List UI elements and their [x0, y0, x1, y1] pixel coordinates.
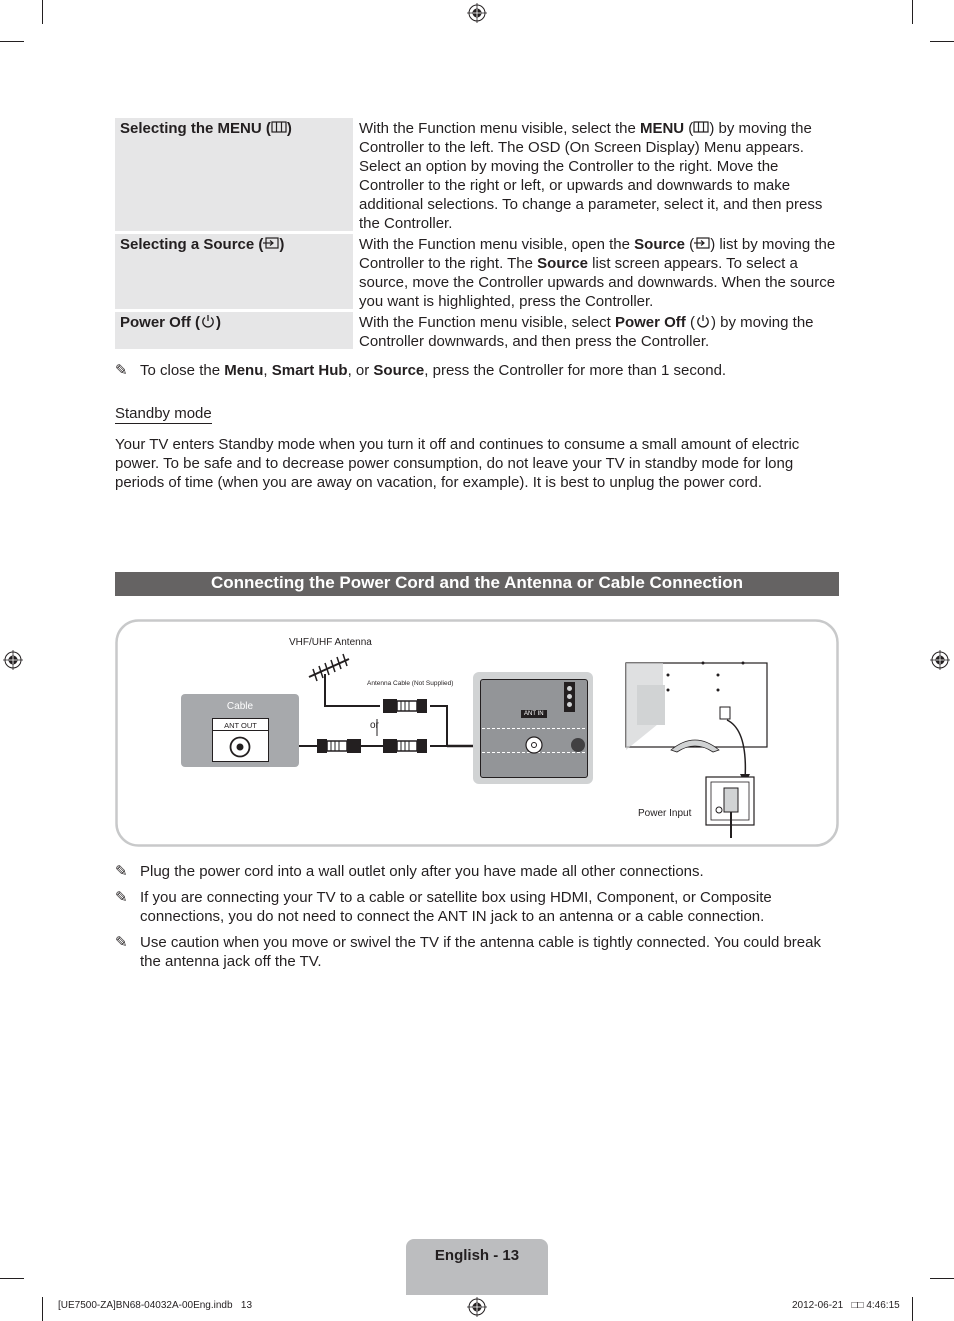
pencil-note-icon: ✎	[115, 934, 128, 951]
source-input-icon	[694, 236, 710, 250]
row-description	[359, 119, 837, 233]
text-run: ) list by moving the Controller to the right. The	[359, 236, 836, 272]
print-slug-left: [UE7500-ZA]BN68-04032A-00Eng.indb 13	[58, 1300, 253, 1311]
text-run: (	[684, 120, 694, 137]
menu-grid-icon	[271, 120, 287, 134]
table-row	[115, 234, 840, 309]
bold-term: Smart Hub	[271, 362, 348, 379]
registration-mark-icon	[467, 3, 487, 23]
note-text: Use caution when you move or swivel the TV if the antenna cable is tightly connected. You could break the antenna jack off the TV.	[140, 934, 821, 970]
registration-mark-icon	[3, 650, 23, 670]
row-description	[359, 235, 837, 311]
text-run: , or	[347, 362, 374, 379]
cable-box	[181, 694, 299, 767]
power-icon	[695, 314, 711, 328]
row-label	[120, 235, 284, 254]
coax-port-icon	[229, 736, 251, 758]
pencil-note-icon: ✎	[115, 889, 128, 906]
text-run: With the Function menu visible, select	[359, 314, 615, 331]
note-text: Plug the power cord into a wall outlet only after you have made all other connections.	[140, 863, 704, 880]
power-input-label: Power Input	[638, 808, 692, 819]
ant-in-label: ANT IN	[521, 710, 547, 718]
print-slug-right: 2012-06-21 □□ 4:46:15	[792, 1300, 900, 1311]
note-text: If you are connecting your TV to a cable or satellite box using HDMI, Component, or Composite connections, you do not need to connect the ANT IN jack to an antenna or a cable connection.	[140, 889, 772, 925]
row-label	[120, 119, 292, 138]
row-label-text: Power Off (	[120, 314, 201, 331]
crop-mark	[0, 41, 24, 42]
source-input-icon	[263, 236, 279, 250]
bold-term: Menu	[224, 362, 264, 379]
text-run: To close the	[140, 362, 225, 379]
text-run: ) by moving the Controller downwards, and then press the Controller.	[359, 314, 814, 350]
crop-mark	[0, 1278, 24, 1279]
cable-box-title: Cable	[226, 701, 254, 712]
registration-mark-icon	[930, 650, 950, 670]
page-number: English - 13	[434, 1247, 520, 1264]
or-label: or	[370, 720, 379, 731]
crop-mark	[42, 0, 43, 24]
bold-term: MENU	[639, 120, 685, 137]
row-label-text: )	[279, 236, 285, 253]
table-row	[115, 312, 840, 349]
crop-mark	[930, 1278, 954, 1279]
ant-out-label: ANT OUT	[213, 721, 268, 731]
antenna-label: VHF/UHF Antenna	[289, 637, 372, 648]
text-run: With the Function menu visible, select the	[359, 120, 640, 137]
row-label-text: Selecting a Source (	[120, 236, 264, 253]
crop-mark	[912, 1297, 913, 1321]
text-run: (	[685, 236, 695, 253]
registration-mark-icon	[467, 1297, 487, 1317]
power-plug-icon	[705, 776, 755, 840]
ant-in-port-icon	[525, 736, 543, 754]
text-run: list screen appears. To select a source, move the Controller upwards and downwards. When the source you want is highlighted, press the Controller.	[359, 255, 836, 310]
section-heading: Connecting the Power Cord and the Antenna or Cable Connection	[210, 573, 744, 592]
bold-term: Source	[373, 362, 425, 379]
pencil-note-icon: ✎	[115, 863, 128, 880]
antenna-cable-label: Antenna Cable (Not Supplied)	[367, 680, 454, 687]
text-run: With the Function menu visible, open the	[359, 236, 635, 253]
text-run: , press the Controller for more than 1 second.	[424, 362, 727, 379]
menu-grid-icon	[693, 120, 709, 134]
standby-body: Your TV enters Standby mode when you turn it off and continues to consume a small amount of electric power. To be safe and to decrease power consumption, do not leave your TV in standby mode for long periods of time (when you are away on vacation, for example). It is best to unplug the power cord.	[115, 436, 800, 491]
ant-out-panel	[212, 718, 269, 762]
row-label	[120, 313, 221, 332]
crop-mark	[930, 41, 954, 42]
page-number-tab	[406, 1239, 548, 1295]
text-run: (	[685, 314, 695, 331]
text-run: ,	[263, 362, 272, 379]
crop-mark	[912, 0, 913, 24]
standby-title: Standby mode	[115, 405, 212, 422]
table-row	[115, 118, 840, 231]
bold-term: Power Off	[614, 314, 686, 331]
tv-rear-panel	[473, 672, 593, 784]
section-heading-bar	[115, 572, 839, 596]
bold-term: Source	[634, 236, 686, 253]
row-label-text: Selecting the MENU (	[120, 120, 271, 137]
pencil-note-icon: ✎	[115, 362, 128, 379]
bold-term: Source	[537, 255, 589, 272]
note-text	[140, 361, 840, 380]
row-label-text: )	[286, 120, 292, 137]
row-label-text: )	[216, 314, 222, 331]
connection-diagram	[115, 619, 839, 847]
crop-mark	[42, 1297, 43, 1321]
text-run: ) by moving the Controller to the left. The OSD (On Screen Display) Menu appears. Select an option by moving the Controller to the right. Move the Controller to the right or left, or upwards and downwards to make additional selections. To change a parameter, select it, and then press the Controller.	[359, 120, 823, 232]
power-icon	[200, 314, 216, 328]
row-description	[359, 313, 837, 351]
